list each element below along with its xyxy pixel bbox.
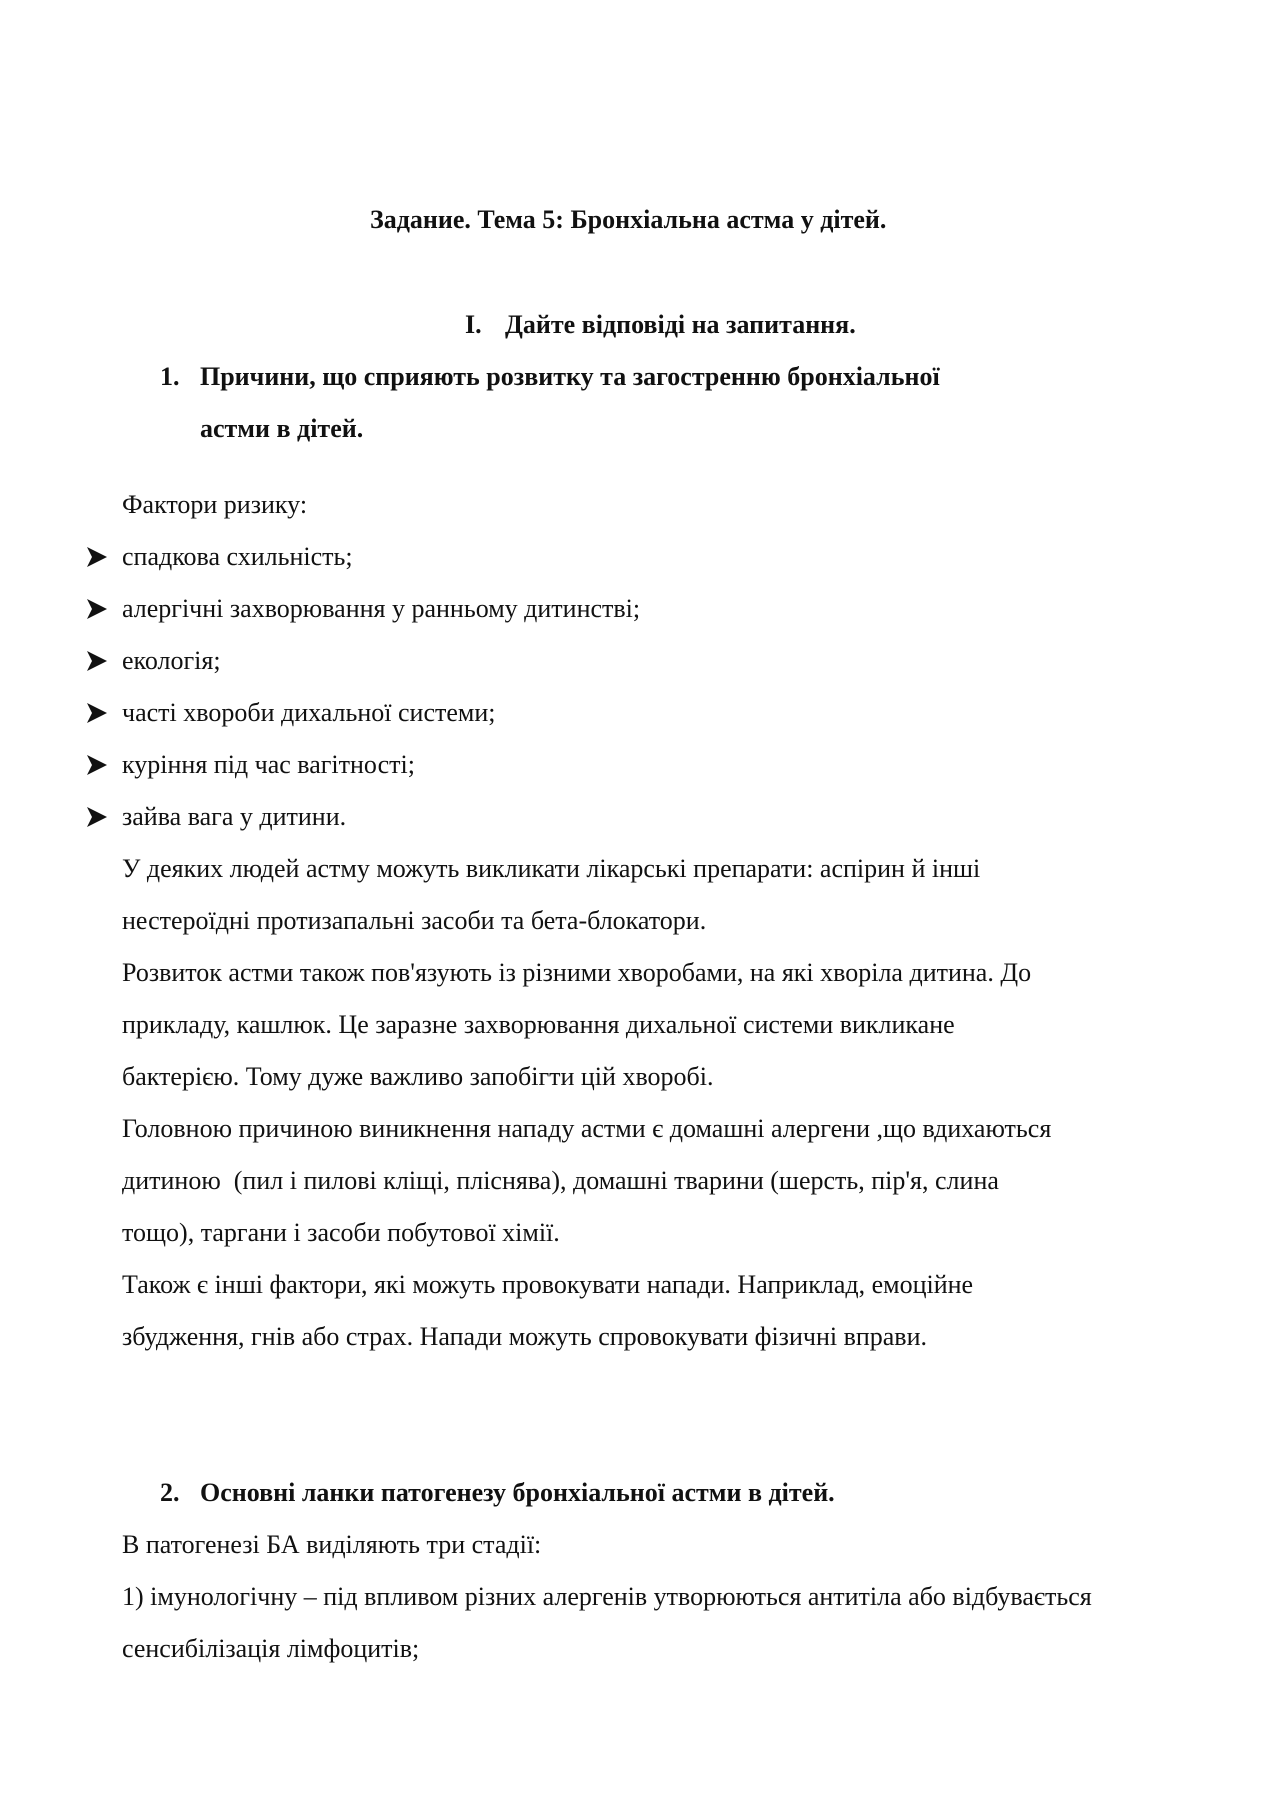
question-1-number: 1.: [160, 362, 180, 391]
question-1-heading-line2: астми в дітей.: [200, 414, 364, 443]
question-2-number: 2.: [160, 1478, 180, 1507]
list-item: часті хвороби дихальної системи;: [122, 698, 496, 727]
arrow-bullet-icon: [85, 597, 109, 621]
paragraph-line: нестероїдні протизапальні засоби та бета-блокатори.: [122, 906, 707, 935]
arrow-bullet-icon: [85, 753, 109, 777]
arrow-bullet-icon: [85, 805, 109, 829]
list-item: спадкова схильність;: [122, 542, 353, 571]
arrow-bullet-icon: [85, 545, 109, 569]
question-1-heading-line1: Причини, що сприяють розвитку та загостренню бронхіальної: [200, 362, 940, 391]
paragraph-line: збудження, гнів або страх. Напади можуть спровокувати фізичні вправи.: [122, 1322, 927, 1351]
document-title: Задание. Тема 5: Бронхіальна астма у дітей.: [370, 205, 887, 234]
pathogenesis-intro: В патогенезі БА виділяють три стадії:: [122, 1530, 542, 1559]
paragraph-line: У деяких людей астму можуть викликати лікарські препарати: аспірин й інші: [122, 854, 981, 883]
paragraph-line: бактерією. Тому дуже важливо запобігти цій хворобі.: [122, 1062, 714, 1091]
paragraph-line: дитиною (пил і пилові кліщі, пліснява), домашні тварини (шерсть, пір'я, слина: [122, 1166, 999, 1195]
question-2-heading: Основні ланки патогенезу бронхіальної астми в дітей.: [200, 1478, 835, 1507]
list-item: екологія;: [122, 646, 221, 675]
paragraph-line: тощо), таргани і засоби побутової хімії.: [122, 1218, 560, 1247]
paragraph-line: сенсибілізація лімфоцитів;: [122, 1634, 420, 1663]
list-item: куріння під час вагітності;: [122, 750, 415, 779]
paragraph-line: Головною причиною виникнення нападу астми є домашні алергени ,що вдихаються: [122, 1114, 1052, 1143]
paragraph-line: Також є інші фактори, які можуть провокувати напади. Наприклад, емоційне: [122, 1270, 974, 1299]
risk-factors-label: Фактори ризику:: [122, 490, 308, 519]
section-1-numeral: I.: [465, 310, 482, 339]
arrow-bullet-icon: [85, 701, 109, 725]
paragraph-line: Розвиток астми також пов'язують із різними хворобами, на які хворіла дитина. До: [122, 958, 1032, 987]
paragraph-line: 1) імунологічну – під впливом різних алергенів утворюються антитіла або відбувається: [122, 1582, 1092, 1611]
section-1-heading: Дайте відповіді на запитання.: [505, 310, 856, 339]
arrow-bullet-icon: [85, 649, 109, 673]
list-item: зайва вага у дитини.: [122, 802, 347, 831]
list-item: алергічні захворювання у ранньому дитинстві;: [122, 594, 641, 623]
paragraph-line: прикладу, кашлюк. Це заразне захворювання дихальної системи викликане: [122, 1010, 955, 1039]
